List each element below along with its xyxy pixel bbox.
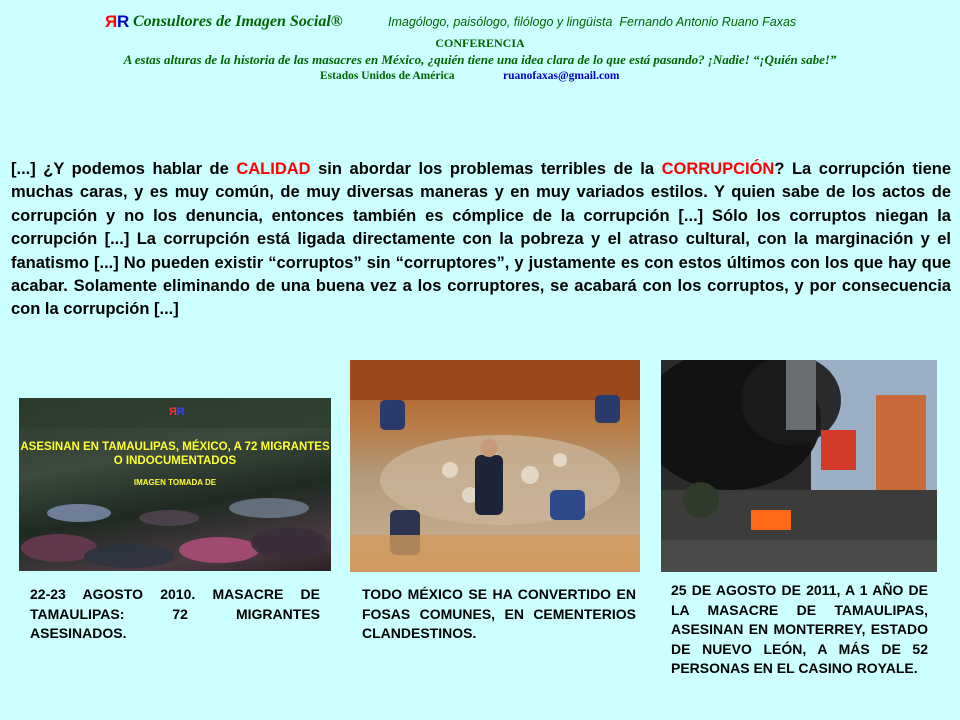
- conference-subtitle: A estas alturas de la historia de las masacres en México, ¿quién tiene una idea clara de lo que está pasando? ¡Nadie! “¡Quién sabe!”: [123, 52, 837, 67]
- photo-casino-fire: [661, 360, 937, 572]
- quote-text-1: [...] ¿Y podemos hablar de: [11, 160, 237, 178]
- quote-paragraph: [11, 158, 951, 322]
- tagline-prefix: Imagólogo, paisólogo, filólogo y lingüista: [388, 15, 613, 29]
- quote-highlight-corrupcion: CORRUPCIÓN: [661, 160, 775, 178]
- photo-casino-fire-illustration: [661, 360, 937, 572]
- quote-highlight-calidad: CALIDAD: [236, 160, 311, 178]
- logo-letter-r-reversed: Я: [105, 12, 118, 31]
- brand-name: Consultores de Imagen Social®: [133, 13, 343, 30]
- photo-mass-grave: [350, 360, 640, 572]
- caption-tamaulipas: 22-23 AGOSTO 2010. MASACRE DE TAMAULIPAS: 72 MIGRANTES ASESINADOS.: [30, 586, 320, 641]
- photo-mass-grave-illustration: [350, 360, 640, 572]
- overlay-logo-r1: Я: [169, 406, 177, 418]
- caption-mass-graves: TODO MÉXICO SE HA CONVERTIDO EN FOSAS COMUNES, EN CEMENTERIOS CLANDESTINOS.: [362, 586, 636, 641]
- email-link[interactable]: ruanofaxas@gmail.com: [503, 70, 620, 82]
- author-tagline: [388, 15, 796, 29]
- author-name: Fernando Antonio Ruano Faxas: [619, 15, 797, 29]
- caption-casino-royale: 25 DE AGOSTO DE 2011, A 1 AÑO DE LA MASACRE DE TAMAULIPAS, ASESINAN EN MONTERREY, ESTADO DE NUEVO LEÓN, A MÁS DE 52 PERSONAS EN EL CASINO ROYALE.: [671, 582, 928, 676]
- photo-tamaulipas-massacre: [19, 398, 331, 571]
- logo-letter-r: R: [117, 12, 130, 31]
- country-label: Estados Unidos de América: [320, 70, 455, 82]
- photo-overlay-credit: IMAGEN TOMADA DE: [133, 478, 217, 487]
- quote-text-3: ? La corrupción tiene muchas caras, y es muy común, de muy diversas maneras y en muy variados estilos. Y quien sabe de los actos de corrupción y no los denuncia, entonces también es cómplice de la corrupción [...] Sólo los corruptos niegan la corrupción [...] La corrupción está ligada directamente con la pobreza y el atraso cultural, con la marginación y el fanatismo [...] No pueden existir “corruptos” sin “corruptores”, y justamente es con estos últimos con los que hay que acabar. Solamente eliminando de una buena vez a los corruptores, se acabará con los corruptos, y por consecuencia con la corrupción [...]: [11, 160, 951, 319]
- overlay-logo: [169, 406, 185, 418]
- overlay-logo-r2: R: [176, 406, 185, 418]
- quote-text-2: sin abordar los problemas terribles de la: [310, 160, 662, 178]
- event-label: CONFERENCIA: [435, 36, 525, 50]
- photo-overlay-title: ASESINAN EN TAMAULIPAS, MÉXICO, A 72 MIGRANTES O INDOCUMENTADOS: [20, 441, 330, 467]
